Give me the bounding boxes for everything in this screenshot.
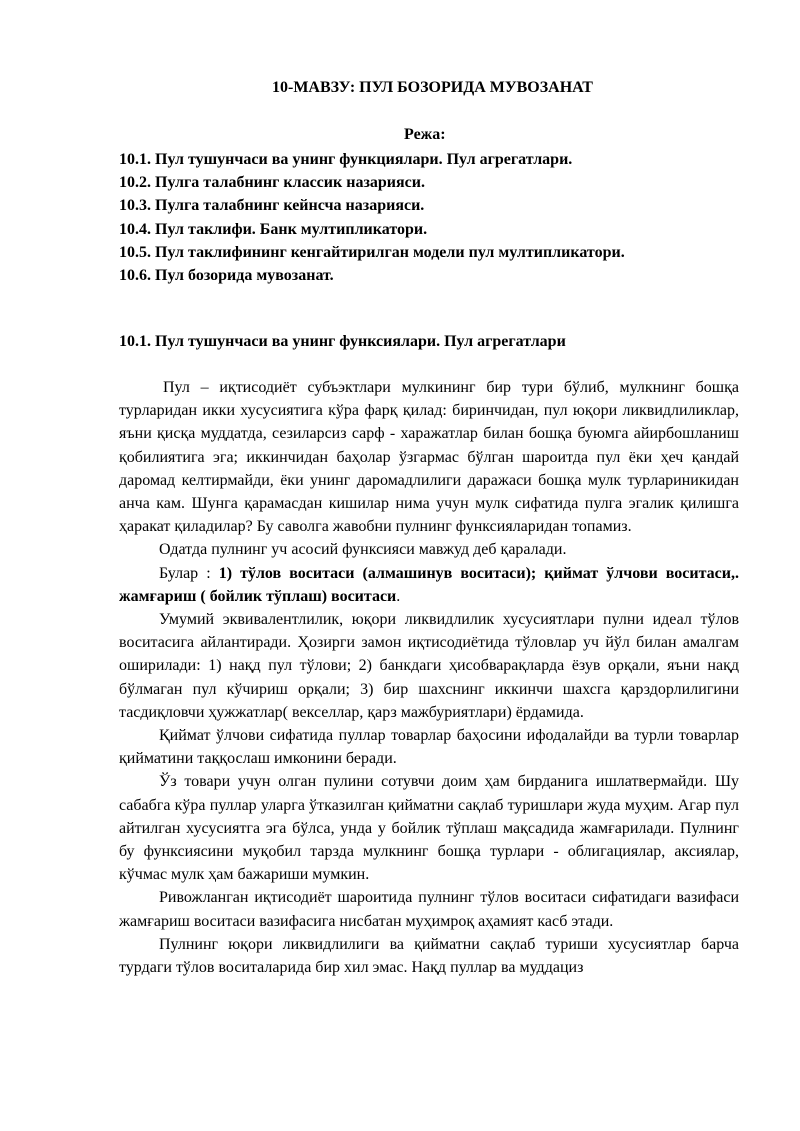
paragraph: Пул – иқтисодиёт субъэктлари мулкининг бир тури бўлиб, мулкнинг бошқа турларидан икки хусусиятига кўра фарқ қилад: биринчидан, пул юқори ликвидлиликлар, яъни қисқа муддатда, сезиларсиз сарф - харажатлар билан бошқа буюмга айирбошланиш қобилиятига эга; иккинчидан баҳолар ўзгармас бўлган шароитда пул ёки ҳеч қандай даромад келтирмайди, ёки унинг даромадлилиги даражаси бошқа мулк турлариникидан анча кам. Шунга қарамасдан кишилар нима учун мулк сифатида пулга эгалик қилишга ҳаракат қиладилар? Бу саволга жавобни пулнинг функсияларидан топамиз. <box>119 379 739 536</box>
document-title: 10-МАВЗУ: ПУЛ БОЗОРИДА МУВОЗАНАТ <box>272 79 593 96</box>
paragraph: Одатда пулнинг уч асосий функсияси мавжуд деб қаралади. <box>159 541 567 559</box>
plan-item: 10.4. Пул таклифи. Банк мултипликатори. <box>119 220 428 238</box>
paragraph: Умумий эквивалентлилик, юқори ликвидлилик хусусиятлари пулни идеал тўлов воситасига айлантиради. Ҳозирги замон иқтисодиётида тўловлар уч йўл билан амалгам оширилади: 1) нақд пул тўлови; 2) банкдаги ҳисобварақларда ёзув орқали, яъни нақд бўлмаган пул кўчириш орқали; 3) бир шахснинг иккинчи шахсга қарздорлилигини тасдиқловчи ҳужжатлар( векселлар, қарз мажбуриятлари) ёрдамида. <box>119 611 739 721</box>
paragraph-functions <box>119 562 739 608</box>
plan-heading: Режа: <box>404 126 446 143</box>
paragraph-suffix: . <box>396 587 401 605</box>
plan-item: 10.6. Пул бозорида мувозанат. <box>119 267 334 285</box>
paragraph: Ривожланган иқтисодиёт шароитида пулнинг тўлов воситаси сифатидаги вазифаси жамғариш воситаси вазифасига нисбатан муҳимроқ аҳамият касб этади. <box>119 889 739 930</box>
plan-item: 10.3. Пулга талабнинг кейнсча назарияси. <box>119 197 425 215</box>
section-heading: 10.1. Пул тушунчаси ва унинг функсиялари. Пул агрегатлари <box>119 333 566 350</box>
paragraph: Ўз товари учун олган пулини сотувчи доим ҳам бирданига ишлатвермайди. Шу сабабга кўра пуллар уларга ўтказилган қийматни сақлаб туришлари жуда муҳим. Агар пул айтилган хусусиятга эга бўлса, унда у бойлик тўплаш мақсадида жамғарилади. Пулнинг бу функсиясини муқобил тарзда мулкнинг бошқа турлари - облигациялар, аксиялар, кўчмас мулк ҳам бажариши мумкин. <box>119 773 739 884</box>
plan-item: 10.1. Пул тушунчаси ва унинг функциялари. Пул агрегатлари. <box>119 151 573 168</box>
functions-list-text: 1) тўлов воситаси (алмашинув воситаси); қиймат ўлчови воситаси,. жамғариш ( бойлик тўплаш) воситаси <box>119 564 739 605</box>
body-text <box>119 376 739 979</box>
paragraph-prefix: Булар : <box>159 564 219 582</box>
plan-item: 10.5. Пул таклифининг кенгайтирилган модели пул мултипликатори. <box>119 243 625 261</box>
paragraph: Қиймат ўлчови сифатида пуллар товарлар баҳосини ифодалайди ва турли товарлар қийматини таққослаш имконини беради. <box>119 727 739 768</box>
plan-item: 10.2. Пулга талабнинг классик назарияси. <box>119 174 425 192</box>
paragraph: Пулнинг юқори ликвидлилиги ва қийматни сақлаб туриши хусусиятлар барча турдаги тўлов воситаларида бир хил эмас. Нақд пуллар ва муддациз <box>119 935 739 977</box>
plan-list <box>119 148 739 287</box>
